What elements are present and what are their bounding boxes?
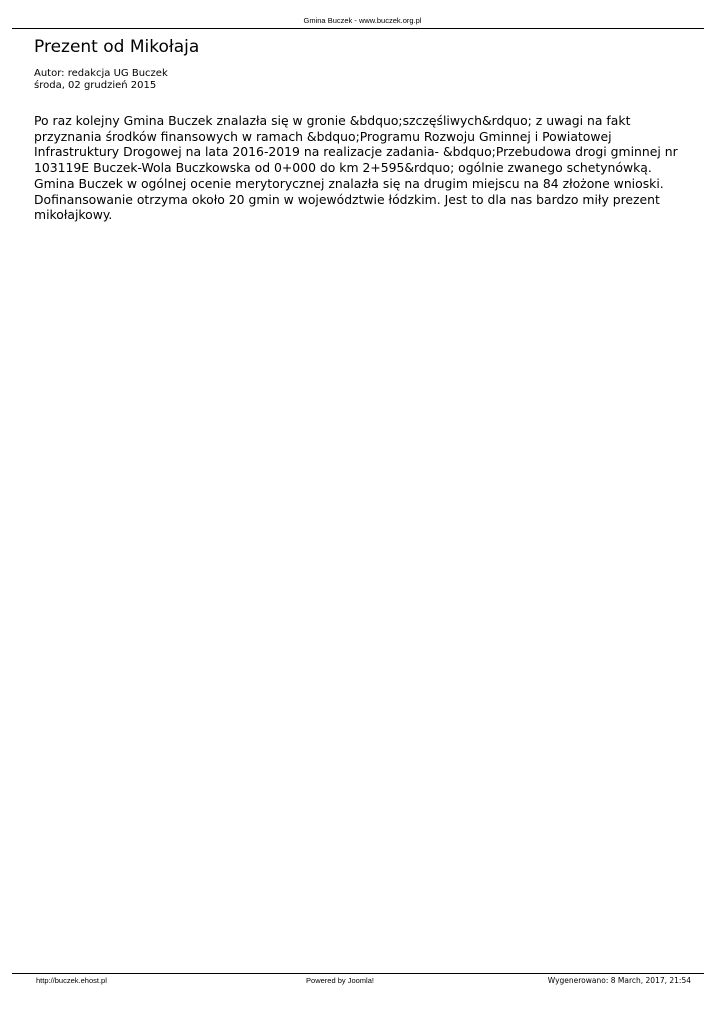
article-title: Prezent od Mikołaja — [34, 37, 200, 57]
footer-url: http://buczek.ehost.pl — [36, 976, 107, 985]
footer-divider — [12, 973, 704, 974]
date-line: środa, 02 grudzień 2015 — [34, 79, 157, 91]
site-header: Gmina Buczek - www.buczek.org.pl — [303, 16, 422, 25]
footer-generated-date: Wygenerowano: 8 March, 2017, 21:54 — [547, 976, 691, 985]
author-line: Autor: redakcja UG Buczek — [34, 68, 168, 79]
article-body: Po raz kolejny Gmina Buczek znalazła się w gronie &bdquo;szczęśliwych&rdquo; z uwagi na fakt przyznania środków finansowych w ramach &bdquo;Programu Rozwoju Gminnej i Powiatowej Infrastruktury Drogowej na lata 2016-2019 na realizacje zadania- &bdquo;Przebudowa drogi gminnej nr 103119E Buczek-Wola Buczkowska od 0+000 do km 2+595&rdquo; ogólnie zwanego schetynówką. Gmina Buczek w ogólnej ocenie merytorycznej znalazła się na drugim miejscu na 84 złożone wnioski. Dofinansowanie otrzyma około 20 gmin w województwie łódzkim. Jest to dla nas bardzo miły prezent mikołajkowy. — [34, 113, 678, 223]
article-meta — [34, 68, 168, 91]
header-divider — [12, 28, 704, 29]
footer-powered-by: Powered by Joomla! — [306, 976, 374, 985]
